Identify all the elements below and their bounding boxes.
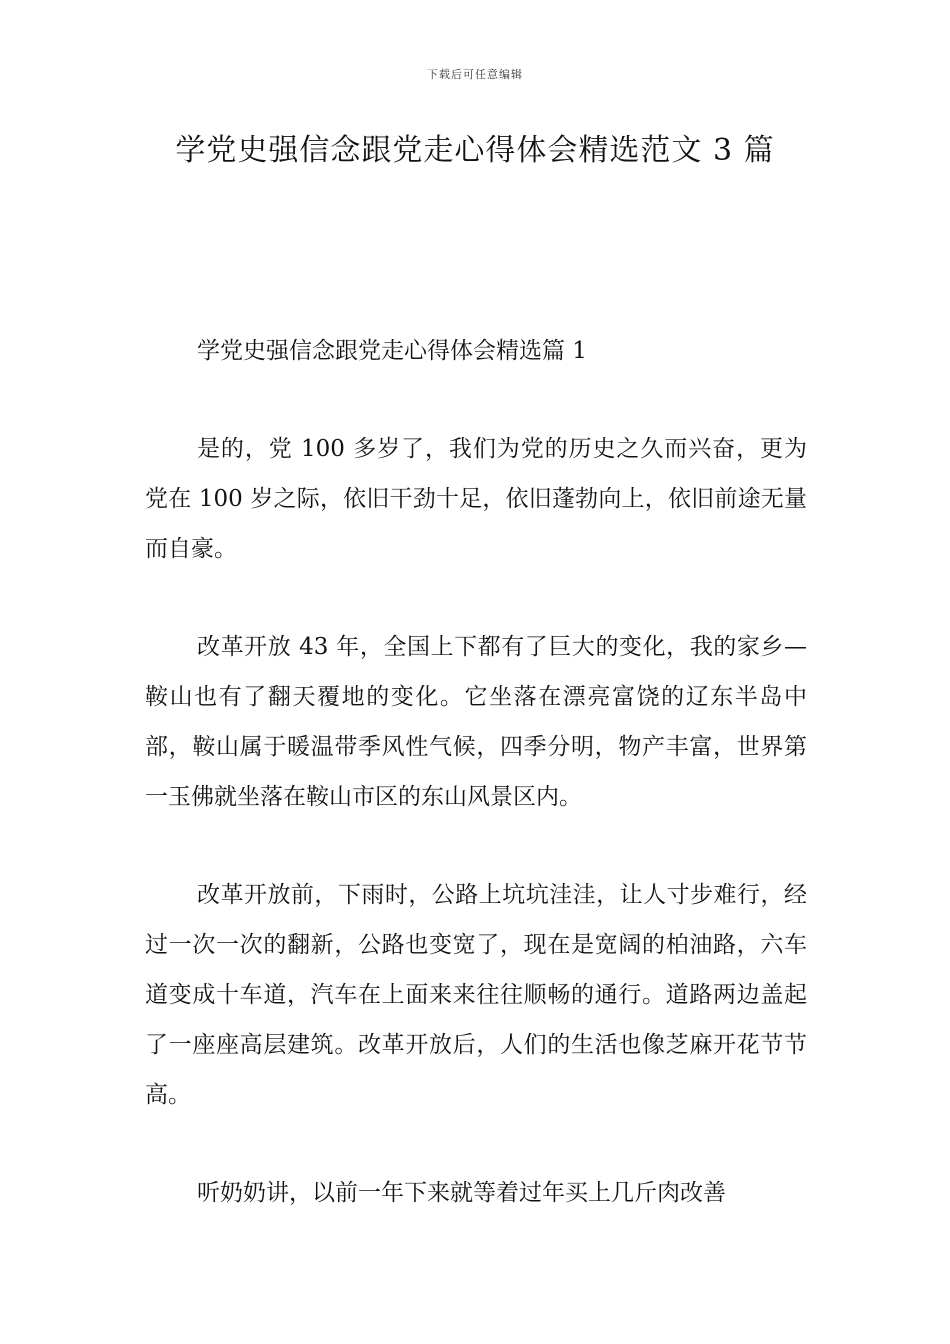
paragraph-1: 是的，党 100 多岁了，我们为党的历史之久而兴奋，更为党在 100 岁之际，依旧干劲十足，依旧蓬勃向上，依旧前途无量而自豪。: [145, 436, 807, 562]
document-title: 学党史强信念跟党走心得体会精选范文 3 篇: [175, 133, 775, 168]
paragraph-3: 改革开放前，下雨时，公路上坑坑洼洼，让人寸步难行，经过一次一次的翻新，公路也变宽了，现在是宽阔的柏油路，六车道变成十车道，汽车在上面来来往往顺畅的通行。道路两边盖起了一座座高层建筑。改革开放后，人们的生活也像芝麻开花节节高。: [145, 882, 807, 1108]
paragraph-2: 改革开放 43 年，全国上下都有了巨大的变化，我的家乡—鞍山也有了翻天覆地的变化。它坐落在漂亮富饶的辽东半岛中部，鞍山属于暖温带季风性气候，四季分明，物产丰富，世界第一玉佛就坐落在鞍山市区的东山风景区内。: [145, 634, 807, 810]
section-heading: 学党史强信念跟党走心得体会精选篇 1: [197, 338, 587, 364]
header-note: 下载后可任意编辑: [427, 68, 523, 81]
paragraph-4: 听奶奶讲，以前一年下来就等着过年买上几斤肉改善: [197, 1180, 726, 1206]
